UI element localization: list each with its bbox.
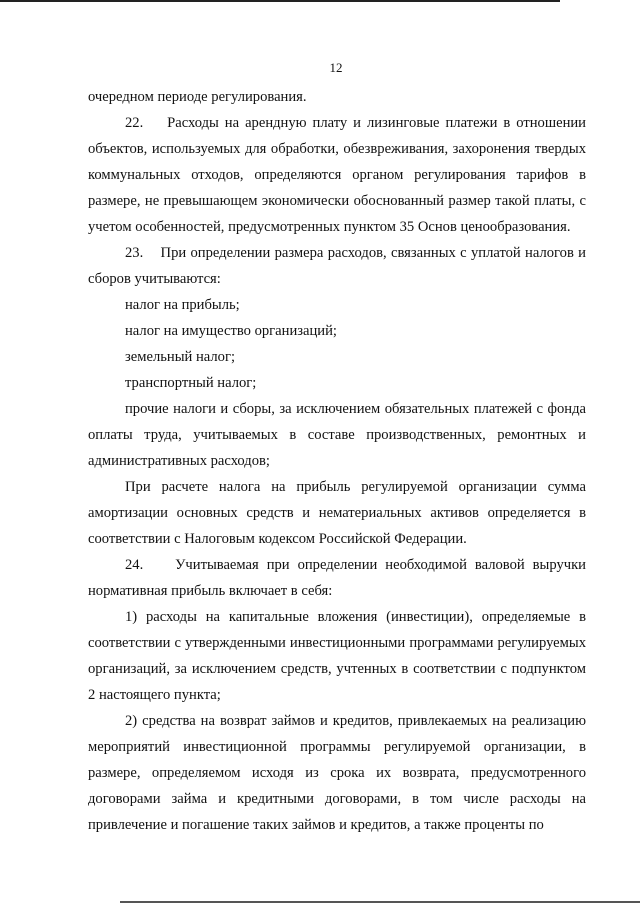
document-body [88,84,586,838]
paragraph-24: 24. Учитываемая при определении необходимой валовой выручки нормативная прибыль включает в себя: [88,557,586,599]
paragraph-22: 22. Расходы на арендную плату и лизинговые платежи в отношении объектов, используемых для обработки, обезвреживания, захоронения твердых коммунальных отходов, определяются органом регулирования тарифов в размере, не превышающем экономически обоснованный размер такой платы, с учетом особенностей, предусмотренных пунктом 35 Основ ценообразования. [88,115,586,235]
list-item-other-taxes: прочие налоги и сборы, за исключением обязательных платежей с фонда оплаты труда, учитываемых в составе производственных, ремонтных и административных расходов; [88,401,586,469]
paragraph-continuation: очередном периоде регулирования. [88,89,307,105]
paragraph-amortization: При расчете налога на прибыль регулируемой организации сумма амортизации основных средств и нематериальных активов определяется в соответствии с Налоговым кодексом Российской Федерации. [88,479,586,547]
paragraph-23: 23. При определении размера расходов, связанных с уплатой налогов и сборов учитываются: [88,245,586,287]
subitem-2: 2) средства на возврат займов и кредитов, привлекаемых на реализацию мероприятий инвестиционной программы регулируемой организации, в размере, определяемом исходя из срока их возврата, предусмотренного договорами займа и кредитными договорами, в том числе расходы на привлечение и погашение таких займов и кредитов, а также проценты по [88,713,586,833]
list-item-transport-tax: транспортный налог; [125,375,257,391]
top-scan-edge [0,0,560,2]
subitem-1: 1) расходы на капитальные вложения (инвестиции), определяемые в соответствии с утвержденными инвестиционными программами регулируемых организаций, за исключением средств, учтенных в соответствии с подпунктом 2 настоящего пункта; [88,609,586,703]
list-item-land-tax: земельный налог; [125,349,236,365]
list-item-profit-tax: налог на прибыль; [125,297,240,313]
bottom-scan-edge [120,901,640,903]
page-number: 12 [329,60,343,75]
list-item-property-tax: налог на имущество организаций; [125,323,337,339]
